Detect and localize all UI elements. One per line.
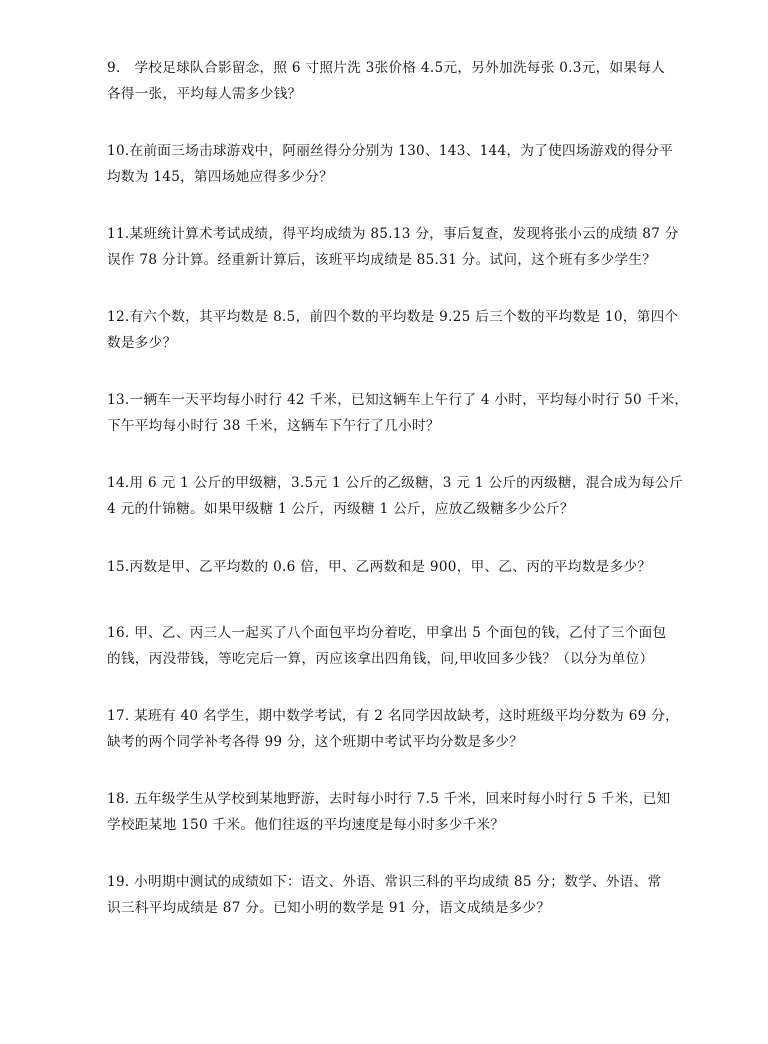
- problem-line: 误作 78 分计算。经重新计算后，该班平均成绩是 85.31 分。试问，这个班有多少学生？: [107, 252, 657, 268]
- problem-line: 识三科平均成绩是 87 分。已知小明的数学是 91 分，语文成绩是多少？: [107, 900, 551, 916]
- problem-line: 18. 五年级学生从学校到某地野游，去时每小时行 7.5 千米，回来时每小时行 5 千米，已知: [107, 791, 671, 807]
- problem-18: [107, 786, 671, 838]
- problem-16: [107, 620, 667, 672]
- problem-line: 学校距某地 150 千米。他们往返的平均速度是每小时多少千米？: [107, 817, 505, 833]
- problem-line: 14.用 6 元 1 公斤的甲级糖，3.5元 1 公斤的乙级糖，3 元 1 公斤的丙级糖，混合成为每公斤: [107, 475, 683, 491]
- problem-line: 各得一张，平均每人需多少钱？: [107, 86, 302, 102]
- problem-9: [107, 55, 667, 107]
- problem-line: 17. 某班有 40 名学生，期中数学考试，有 2 名同学因故缺考，这时班级平均分数为 69 分，: [107, 708, 679, 724]
- problem-line: 13.一辆车一天平均每小时行 42 千米，已知这辆车上午行了 4 小时，平均每小时行 50 千米，: [107, 392, 689, 408]
- problem-line: 数是多少？: [107, 335, 177, 351]
- problem-line: 16. 甲、乙、丙三人一起买了八个面包平均分着吃，甲拿出 5 个面包的钱，乙付了三个面包: [107, 625, 667, 641]
- problem-11: [107, 221, 679, 273]
- problem-line: 下午平均每小时行 38 千米，这辆车下午行了几小时？: [107, 418, 440, 434]
- problem-line: 12.有六个数，其平均数是 8.5，前四个数的平均数是 9.25 后三个数的平均数是 10，第四个: [107, 309, 679, 325]
- problem-13: [107, 387, 689, 439]
- problem-10: [107, 138, 674, 190]
- problem-line: 9. 学校足球队合影留念，照 6 寸照片洗 3张价格 4.5元，另外加洗每张 0.3元，如果每人: [107, 60, 666, 76]
- problem-line: 缺考的两个同学补考各得 99 分，这个班期中考试平均分数是多少？: [107, 734, 524, 750]
- problem-line: 10.在前面三场击球游戏中，阿丽丝得分分别为 130、143、144，为了使四场游戏的得分平: [107, 143, 674, 159]
- problem-12: [107, 304, 679, 356]
- problem-line: 19. 小明期中测试的成绩如下：语文、外语、常识三科的平均成绩 85 分；数学、外语、常: [107, 874, 662, 890]
- problem-line: 4 元的什锦糖。如果甲级糖 1 公斤，丙级糖 1 公斤，应放乙级糖多少公斤？: [107, 501, 574, 517]
- problem-line: 均数为 145，第四场她应得多少分？: [107, 169, 333, 185]
- problem-17: [107, 703, 679, 755]
- problem-15: [107, 554, 667, 580]
- problem-14: [107, 470, 683, 522]
- problem-line: 11.某班统计算术考试成绩，得平均成绩为 85.13 分，事后复查，发现将张小云的成绩 87 分: [107, 226, 679, 242]
- problem-line: 的钱，丙没带钱，等吃完后一算，丙应该拿出四角钱，问,甲收回多少钱？（以分为单位）: [107, 651, 654, 667]
- problem-19: [107, 869, 667, 921]
- problem-line: 15.丙数是甲、乙平均数的 0.6 倍，甲、乙两数和是 900，甲、乙、丙的平均数是多少？: [107, 559, 652, 575]
